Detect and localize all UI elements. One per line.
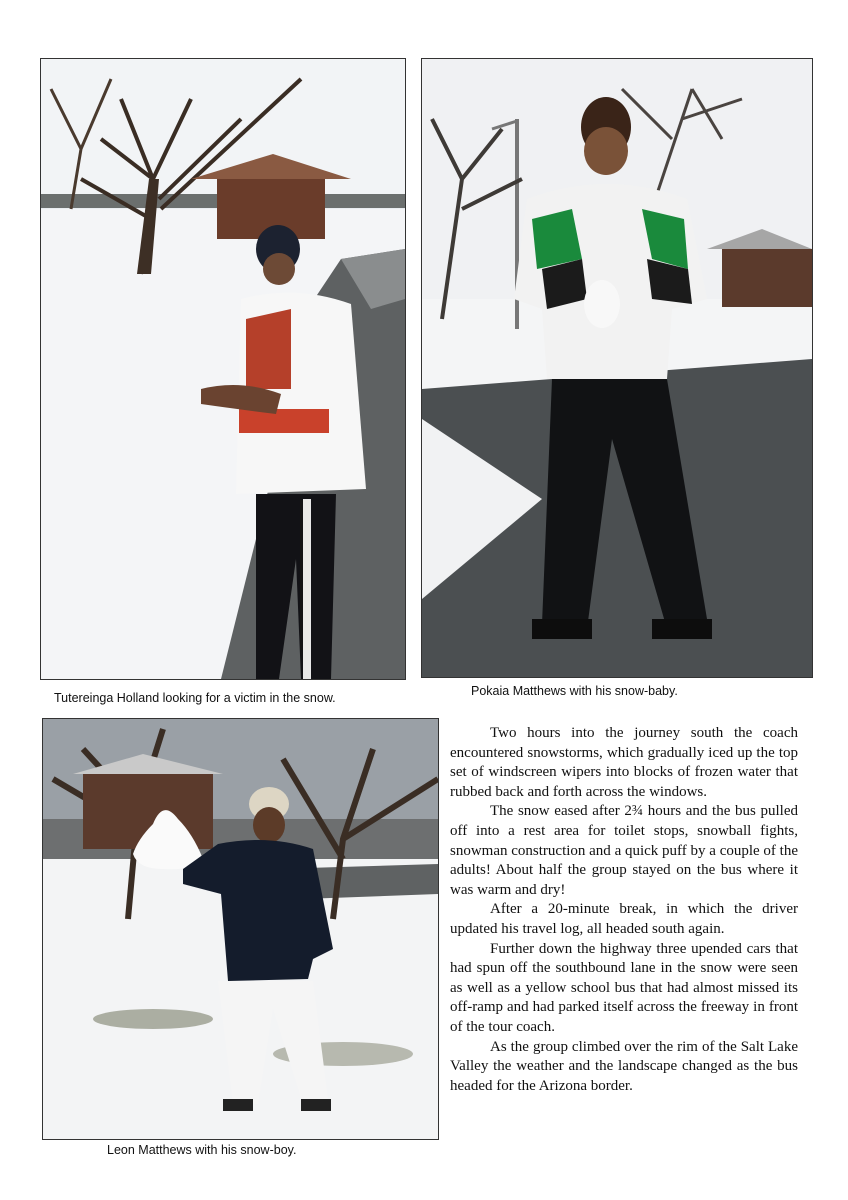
paragraph: After a 20-minute break, in which the driver updated his travel log, all headed south again.	[450, 901, 798, 937]
caption-pokaia: Pokaia Matthews with his snow-baby.	[471, 684, 678, 698]
photo-tutereinga-holland	[40, 58, 406, 680]
paragraph: As the group climbed over the rim of the Salt Lake Valley the weather and the landscape changed as the bus headed for the Arizona border.	[450, 1038, 798, 1094]
article-text	[450, 724, 798, 1096]
paragraph: The snow eased after 2¾ hours and the bus pulled off into a rest area for toilet stops, snowball fights, snowman construction and a quick puff by a couple of the adults! About half the group stayed on the bus where it was warm and dry!	[450, 803, 798, 898]
photo-pokaia-image	[422, 59, 812, 677]
paragraph: Two hours into the journey south the coach encountered snowstorms, which gradually iced up the top set of windscreen wipers into blocks of frozen water that rubbed back and forth across the windows.	[450, 725, 798, 800]
photo-leon-matthews	[42, 718, 439, 1140]
photo-pokaia-matthews	[421, 58, 813, 678]
photo-tutereinga-image	[41, 59, 405, 679]
photo-leon-image	[43, 719, 438, 1139]
caption-leon: Leon Matthews with his snow-boy.	[107, 1143, 297, 1157]
paragraph: Further down the highway three upended cars that had spun off the southbound lane in the snow were seen as well as a yellow school bus that had almost missed its off-ramp and had parked itself across the freeway in front of the tour coach.	[450, 940, 798, 1035]
caption-tutereinga: Tutereinga Holland looking for a victim in the snow.	[54, 691, 336, 705]
